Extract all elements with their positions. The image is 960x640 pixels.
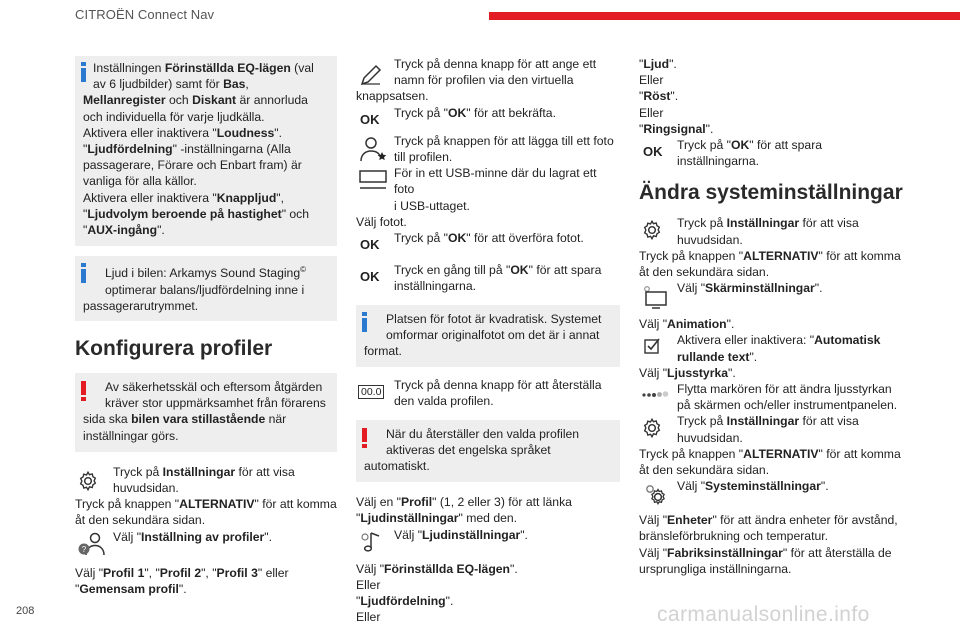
ok-icon: OK — [643, 144, 663, 160]
music-settings-icon — [358, 529, 388, 553]
info-note-arkamys: Ljud i bilen: Arkamys Sound Staging© optimerar balans/ljudfördelning inne i passagerarutrymmet. — [75, 256, 337, 321]
column-3: "Ljud". Eller "Röst". Eller "Ringsignal". OK Tryck på "OK" för att spara inställningarna. Ändra systeminställningar Tryck på Inställningar för att visa huvudsidan. Tryck på knappen "ALTERNATIV" för att komma åt den sekundära sidan. Välj "Skärminställningar". Välj "Animation". Aktivera eller inaktivera: "Automatisk rullande text". Välj "Ljusstyrka". Flytta markören för att ändra ljusstyrkan på skärmen och/eller instrumentpanelen. Tryck på Inställningar för att visa huvudsidan. Tryck på knappen "ALTERNATIV" för att komma åt den sekundära sidan. Välj "Systeminställningar". Välj "Enheter" för att ändra enheter för avstånd, bränsleförbrukning och temperatur. Välj "Fabriksinställningar" för att återställa de ursprungliga inställningarna. — [639, 56, 909, 577]
step-insert-usb: För in ett USB-minne där du lagrat ett foto i USB-uttaget. — [356, 165, 620, 214]
step-display-settings: Välj "Skärminställningar". — [639, 280, 909, 312]
step-save-ok: OK Tryck en gång till på "OK" för att spara inställningarna. — [360, 263, 602, 294]
page-number: 208 — [16, 605, 35, 617]
header-accent-bar — [489, 12, 960, 20]
gear-icon — [641, 417, 671, 441]
checkbox-icon — [641, 336, 671, 360]
step-settings: Tryck på Inställningar för att visa huvudsidan. — [75, 464, 337, 496]
document-header-title: CITROËN Connect Nav — [75, 7, 215, 22]
profile-settings-icon — [77, 531, 107, 555]
step-profile-settings: ? Välj "Inställning av profiler". — [75, 529, 337, 559]
svg-text:?: ? — [81, 544, 87, 554]
watermark: carmanualsonline.info — [657, 603, 870, 626]
ok-icon: OK — [360, 269, 380, 285]
add-photo-icon — [358, 135, 388, 159]
usb-icon — [358, 167, 388, 191]
step-transfer-ok: OK Tryck på "OK" för att överföra fotot. — [356, 230, 620, 246]
column-2: Tryck på denna knapp för att ange ett namn för profilen via den virtuella knappsatsen. OK Tryck på "OK" för att bekräfta. Tryck på knappen för att lägga till ett foto till profilen. För in ett USB-minne där du lagrat ett foto i USB-uttaget. Välj fotot. OK Tryck på "OK" för att överföra fotot. OK Tryck en gång till på "OK" för att spara inställningarna. Platsen för fotot är kvadratisk. Systemet omformar originalfotot om det är i annat format. 00.0 Tryck på denna knapp för att återställa den valda profilen. När du återställer den valda profilen aktiveras det engelska språket automatiskt. Välj en "Profil" (1, 2 eller 3) för att länka "Ljudinställningar" med den. Välj "Ljudinställningar". Välj "Förinställda EQ-lägen". Eller "Ljudfördelning". Eller — [356, 56, 620, 625]
reset-icon: 00.0 — [358, 383, 388, 407]
step-save-ok: OK Tryck på "OK" för att spara inställningarna. — [643, 138, 823, 169]
info-note-photo: Platsen för fotot är kvadratisk. Systemet omformar originalfotot om det är i annat format. — [356, 305, 620, 368]
info-icon — [81, 263, 86, 283]
display-brightness-icon — [641, 282, 671, 306]
info-note-eq: Inställningen Förinställda EQ-lägen (val av 6 ljudbilder) samt för Bas, Mellanregister och Diskant är annorluda och individuella för varje ljudkälla. Aktivera eller inaktivera "Loudness". "Ljudfördelning" -inställningarna (Alla passagerare, Förare och Enbart fram) är vanliga för alla källor. Aktivera eller inaktivera "Knappljud", "Ljudvolym beroende på hastighet" och "AUX-ingång". — [75, 56, 337, 246]
gear-icon — [641, 219, 671, 243]
step-confirm-ok: OK Tryck på "OK" för att bekräfta. — [356, 105, 620, 121]
section-heading-profiles: Konfigurera profiler — [75, 336, 273, 360]
slider-dots-icon — [641, 387, 671, 411]
info-icon — [362, 312, 367, 332]
step-sound-settings: Välj "Ljudinställningar". — [356, 527, 620, 557]
step-settings: Tryck på Inställningar för att visa huvudsidan. — [639, 413, 909, 445]
section-heading-system: Ändra systeminställningar — [639, 181, 903, 205]
pencil-icon — [358, 62, 388, 86]
gear-icon — [77, 470, 107, 494]
warning-note-reset: När du återställer den valda profilen aktiveras det engelska språket automatiskt. — [356, 420, 620, 483]
ok-icon: OK — [360, 237, 380, 253]
step-animation-toggle: Aktivera eller inaktivera: "Automatisk rullande text". — [639, 332, 909, 364]
ok-icon: OK — [360, 111, 380, 127]
step-system-settings: Välj "Systeminställningar". — [639, 478, 909, 508]
step-add-photo: Tryck på knappen för att lägga till ett foto till profilen. — [356, 133, 620, 165]
system-settings-icon — [641, 480, 671, 504]
warning-icon — [362, 428, 367, 448]
step-brightness-slider: Flytta markören för att ändra ljusstyrkan på skärmen och/eller instrumentpanelen. — [639, 381, 909, 413]
warning-icon — [81, 381, 86, 401]
step-edit-name: Tryck på denna knapp för att ange ett namn för profilen via den virtuella — [356, 56, 620, 88]
step-reset-profile: 00.0 Tryck på denna knapp för att återställa den valda profilen. — [356, 377, 620, 409]
warning-note-safety: Av säkerhetsskäl och eftersom åtgärden kräver stor uppmärksamhet från förarens sida ska bilen vara stillastående när inställningar görs. — [75, 373, 337, 452]
column-1: Inställningen Förinställda EQ-lägen (val av 6 ljudbilder) samt för Bas, Mellanregister och Diskant är annorluda och individuella för varje ljudkälla. Aktivera eller inaktivera "Loudness". "Ljudfördelning" -inställningarna (Alla passagerare, Förare och Enbart fram) är vanliga för alla källor. Aktivera eller inaktivera "Knappljud", "Ljudvolym beroende på hastighet" och "AUX-ingång". Ljud i bilen: Arkamys Sound Staging© optimerar balans/ljudfördelning inne i passagerarutrymmet. Konfigurera profiler Av säkerhetsskäl och eftersom åtgärden kräver stor uppmärksamhet från förarens sida ska bilen vara stillastående när inställningar görs. Tryck på Inställningar för att visa huvudsidan. Tryck på knappen "ALTERNATIV" för att komma åt den sekundära sidan. ? Välj "Inställning av profiler". Välj "Profil 1", "Profil 2", "Profil 3" eller "Gemensam profil". — [75, 56, 337, 597]
step-settings: Tryck på Inställningar för att visa huvudsidan. — [639, 215, 909, 247]
info-icon — [81, 62, 86, 82]
